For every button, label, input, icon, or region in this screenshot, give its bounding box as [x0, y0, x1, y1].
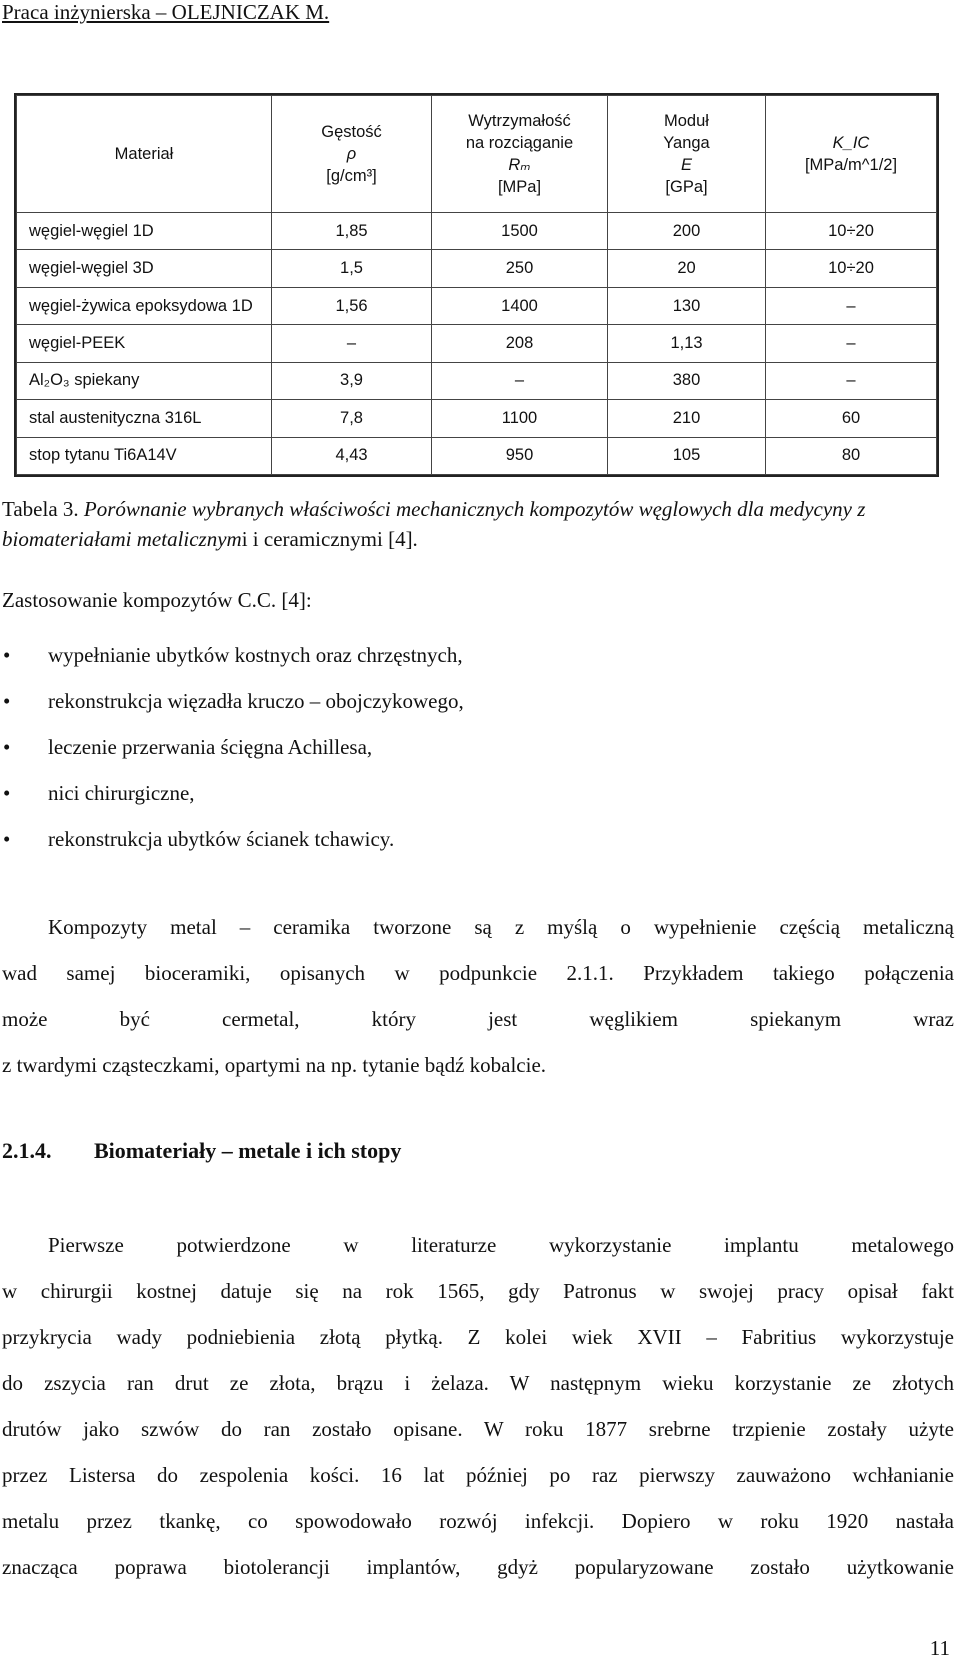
header-material: Materiał — [17, 96, 272, 213]
uses-list — [0, 632, 464, 862]
section-heading — [2, 1138, 401, 1164]
cell-material: stop tytanu Ti6A14V — [17, 437, 272, 474]
cell-material: węgiel-żywica epoksydowa 1D — [17, 287, 272, 324]
list-item: • rekonstrukcja ubytków ścianek tchawicy. — [0, 816, 464, 862]
cell-modulus: 1,13 — [608, 325, 766, 362]
table-row — [17, 437, 937, 474]
bullet-icon: • — [3, 689, 11, 713]
caption-label: Tabela 3. — [2, 497, 84, 521]
paragraph-line: Kompozyty metal – ceramika tworzone są z myślą o wypełnienie częścią metaliczną — [48, 915, 954, 939]
paragraph-cermets — [2, 904, 954, 1088]
cell-strength: 1500 — [432, 213, 608, 250]
paragraph-line: z twardymi cząsteczkami, opartymi na np. tytanie bądź kobalcie. — [2, 1053, 547, 1077]
cell-strength: – — [432, 362, 608, 399]
cell-modulus: 200 — [608, 213, 766, 250]
table-header-row — [17, 96, 937, 213]
list-item: • wypełnianie ubytków kostnych oraz chrzęstnych, — [0, 632, 464, 678]
cell-material: węgiel-węgiel 1D — [17, 213, 272, 250]
cell-modulus: 380 — [608, 362, 766, 399]
page-number: 11 — [929, 1636, 950, 1660]
cell-strength: 1400 — [432, 287, 608, 324]
cell-kic: 80 — [766, 437, 937, 474]
paragraph-line: znacząca poprawa biotolerancji implantów, gdyż popularyzowane zostało użytkowanie — [2, 1555, 954, 1579]
cell-strength: 950 — [432, 437, 608, 474]
cell-modulus: 20 — [608, 250, 766, 287]
cell-density: – — [272, 325, 432, 362]
paragraph-metal-history — [2, 1222, 954, 1590]
cell-density: 1,85 — [272, 213, 432, 250]
cell-kic: – — [766, 287, 937, 324]
cell-material: węgiel-PEEK — [17, 325, 272, 362]
header-density: Gęstość ρ [g/cm³] — [272, 96, 432, 213]
table-row — [17, 325, 937, 362]
cell-strength: 250 — [432, 250, 608, 287]
table-row — [17, 362, 937, 399]
cell-modulus: 105 — [608, 437, 766, 474]
table-row — [17, 213, 937, 250]
bullet-icon: • — [3, 827, 11, 851]
cell-material: węgiel-węgiel 3D — [17, 250, 272, 287]
cell-material: Al₂O₃ spiekany — [17, 362, 272, 399]
paragraph-line: wad samej bioceramiki, opisanych w podpunkcie 2.1.1. Przykładem takiego połączenia — [2, 961, 954, 985]
cell-modulus: 130 — [608, 287, 766, 324]
table-row — [17, 400, 937, 437]
cell-material: stal austenityczna 316L — [17, 400, 272, 437]
paragraph-line: przykrycia wady podniebienia złotą płytką. Z kolei wiek XVII – Fabritius wykorzystuje — [2, 1325, 954, 1349]
cell-density: 7,8 — [272, 400, 432, 437]
cell-kic: 60 — [766, 400, 937, 437]
table-caption — [2, 494, 942, 554]
header-kic: K_IC [MPa/m^1/2] — [766, 96, 937, 213]
header-strength: Wytrzymałość na rozciąganie Rₘ [MPa] — [432, 96, 608, 213]
section-number: 2.1.4. — [2, 1138, 52, 1163]
uses-intro: Zastosowanie kompozytów C.C. [4]: — [2, 588, 312, 612]
bullet-icon: • — [3, 643, 11, 667]
cell-density: 4,43 — [272, 437, 432, 474]
paragraph-line: drutów jako szwów do ran zostało opisane. W roku 1877 srebrne trzpienie zostały użyte — [2, 1417, 954, 1441]
bullet-icon: • — [3, 781, 11, 805]
cell-density: 1,56 — [272, 287, 432, 324]
caption-italic-text: Porównanie wybranych właściwości mechanicznych kompozytów węglowych dla medycyny z biomateriałami metalicznym — [2, 497, 866, 551]
paragraph-line: Pierwsze potwierdzone w literaturze wykorzystanie implantu metalowego — [48, 1233, 954, 1257]
paragraph-line: metalu przez tkankę, co spowodowało rozwój infekcji. Dopiero w roku 1920 nastała — [2, 1509, 954, 1533]
caption-rest-text: i i ceramicznymi [4]. — [241, 527, 418, 551]
paragraph-line: do zszycia ran drut ze złota, brązu i żelaza. W następnym wieku korzystanie ze złotych — [2, 1371, 954, 1395]
cell-kic: – — [766, 325, 937, 362]
cell-density: 1,5 — [272, 250, 432, 287]
paragraph-line: w chirurgii kostnej datuje się na rok 1565, gdy Patronus w swojej pracy opisał fakt — [2, 1279, 954, 1303]
cell-strength: 1100 — [432, 400, 608, 437]
table-row — [17, 250, 937, 287]
table-row — [17, 287, 937, 324]
paragraph-line: przez Listersa do zespolenia kości. 16 lat później po raz pierwszy zauważono wchłanianie — [2, 1463, 954, 1487]
materials-table-figure — [14, 93, 939, 477]
bullet-icon: • — [3, 735, 11, 759]
cell-kic: – — [766, 362, 937, 399]
cell-modulus: 210 — [608, 400, 766, 437]
cell-kic: 10÷20 — [766, 213, 937, 250]
list-item: • nici chirurgiczne, — [0, 770, 464, 816]
list-item: • leczenie przerwania ścięgna Achillesa, — [0, 724, 464, 770]
running-header: Praca inżynierska – OLEJNICZAK M. — [2, 0, 330, 24]
list-item: • rekonstrukcja więzadła kruczo – obojczykowego, — [0, 678, 464, 724]
paragraph-line: może być cermetal, który jest węglikiem spiekanym wraz — [2, 1007, 954, 1031]
cell-density: 3,9 — [272, 362, 432, 399]
cell-kic: 10÷20 — [766, 250, 937, 287]
cell-strength: 208 — [432, 325, 608, 362]
materials-table — [16, 95, 937, 475]
section-title: Biomateriały – metale i ich stopy — [94, 1138, 402, 1163]
header-modulus: Moduł Yanga E [GPa] — [608, 96, 766, 213]
